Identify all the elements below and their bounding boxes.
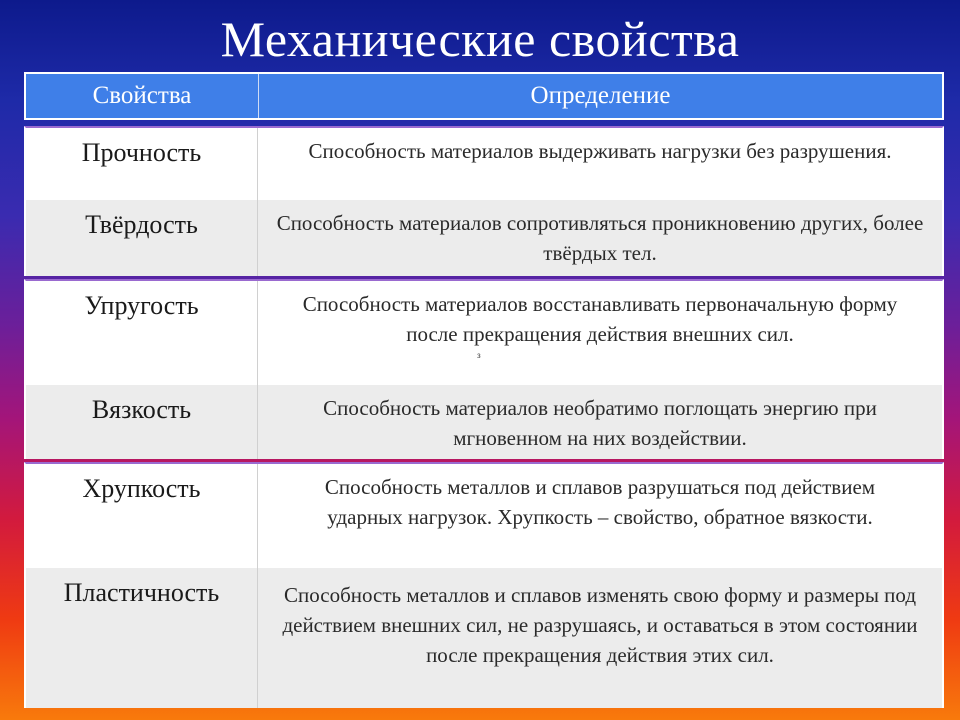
table-row [26,128,942,200]
property-definition: Способность материалов необратимо поглощать энергию при мгновенном на них воздействии. [323,396,877,450]
table-row [26,385,942,459]
property-definition: Способность материалов восстанавливать первоначальную форму после прекращения действия внешних сил. [302,292,898,346]
property-name: Пластичность [26,568,258,708]
header-properties: Свойства [26,74,259,118]
stray-mark: з [477,351,481,360]
table-header [24,72,944,120]
table-row [26,568,942,708]
header-definition: Определение [530,82,671,109]
property-definition: Способность металлов и сплавов разрушаться под действием ударных нагрузок. Хрупкость – свойство, обратное вязкости. [324,475,876,529]
property-name: Упругость [26,281,258,385]
property-name: Прочность [26,128,258,200]
property-definition: Способность материалов выдерживать нагрузки без разрушения. [308,139,892,163]
table-group-1 [24,126,944,276]
table-row [26,464,942,568]
property-definition: Способность материалов сопротивляться проникновению других, более твёрдых тел. [276,211,924,265]
table-row [26,200,942,276]
table-row [26,281,942,385]
property-name: Твёрдость [26,200,258,276]
property-name: Хрупкость [26,464,258,568]
table-group-2 [24,279,944,459]
table-group-3 [24,462,944,708]
property-name: Вязкость [26,385,258,459]
slide-title: Механические свойства [220,11,740,67]
property-definition: Способность металлов и сплавов изменять свою форму и размеры под действием внешних сил, не разрушаясь, и оставаться в этом состоянии после прекращения действия этих сил. [282,583,918,667]
